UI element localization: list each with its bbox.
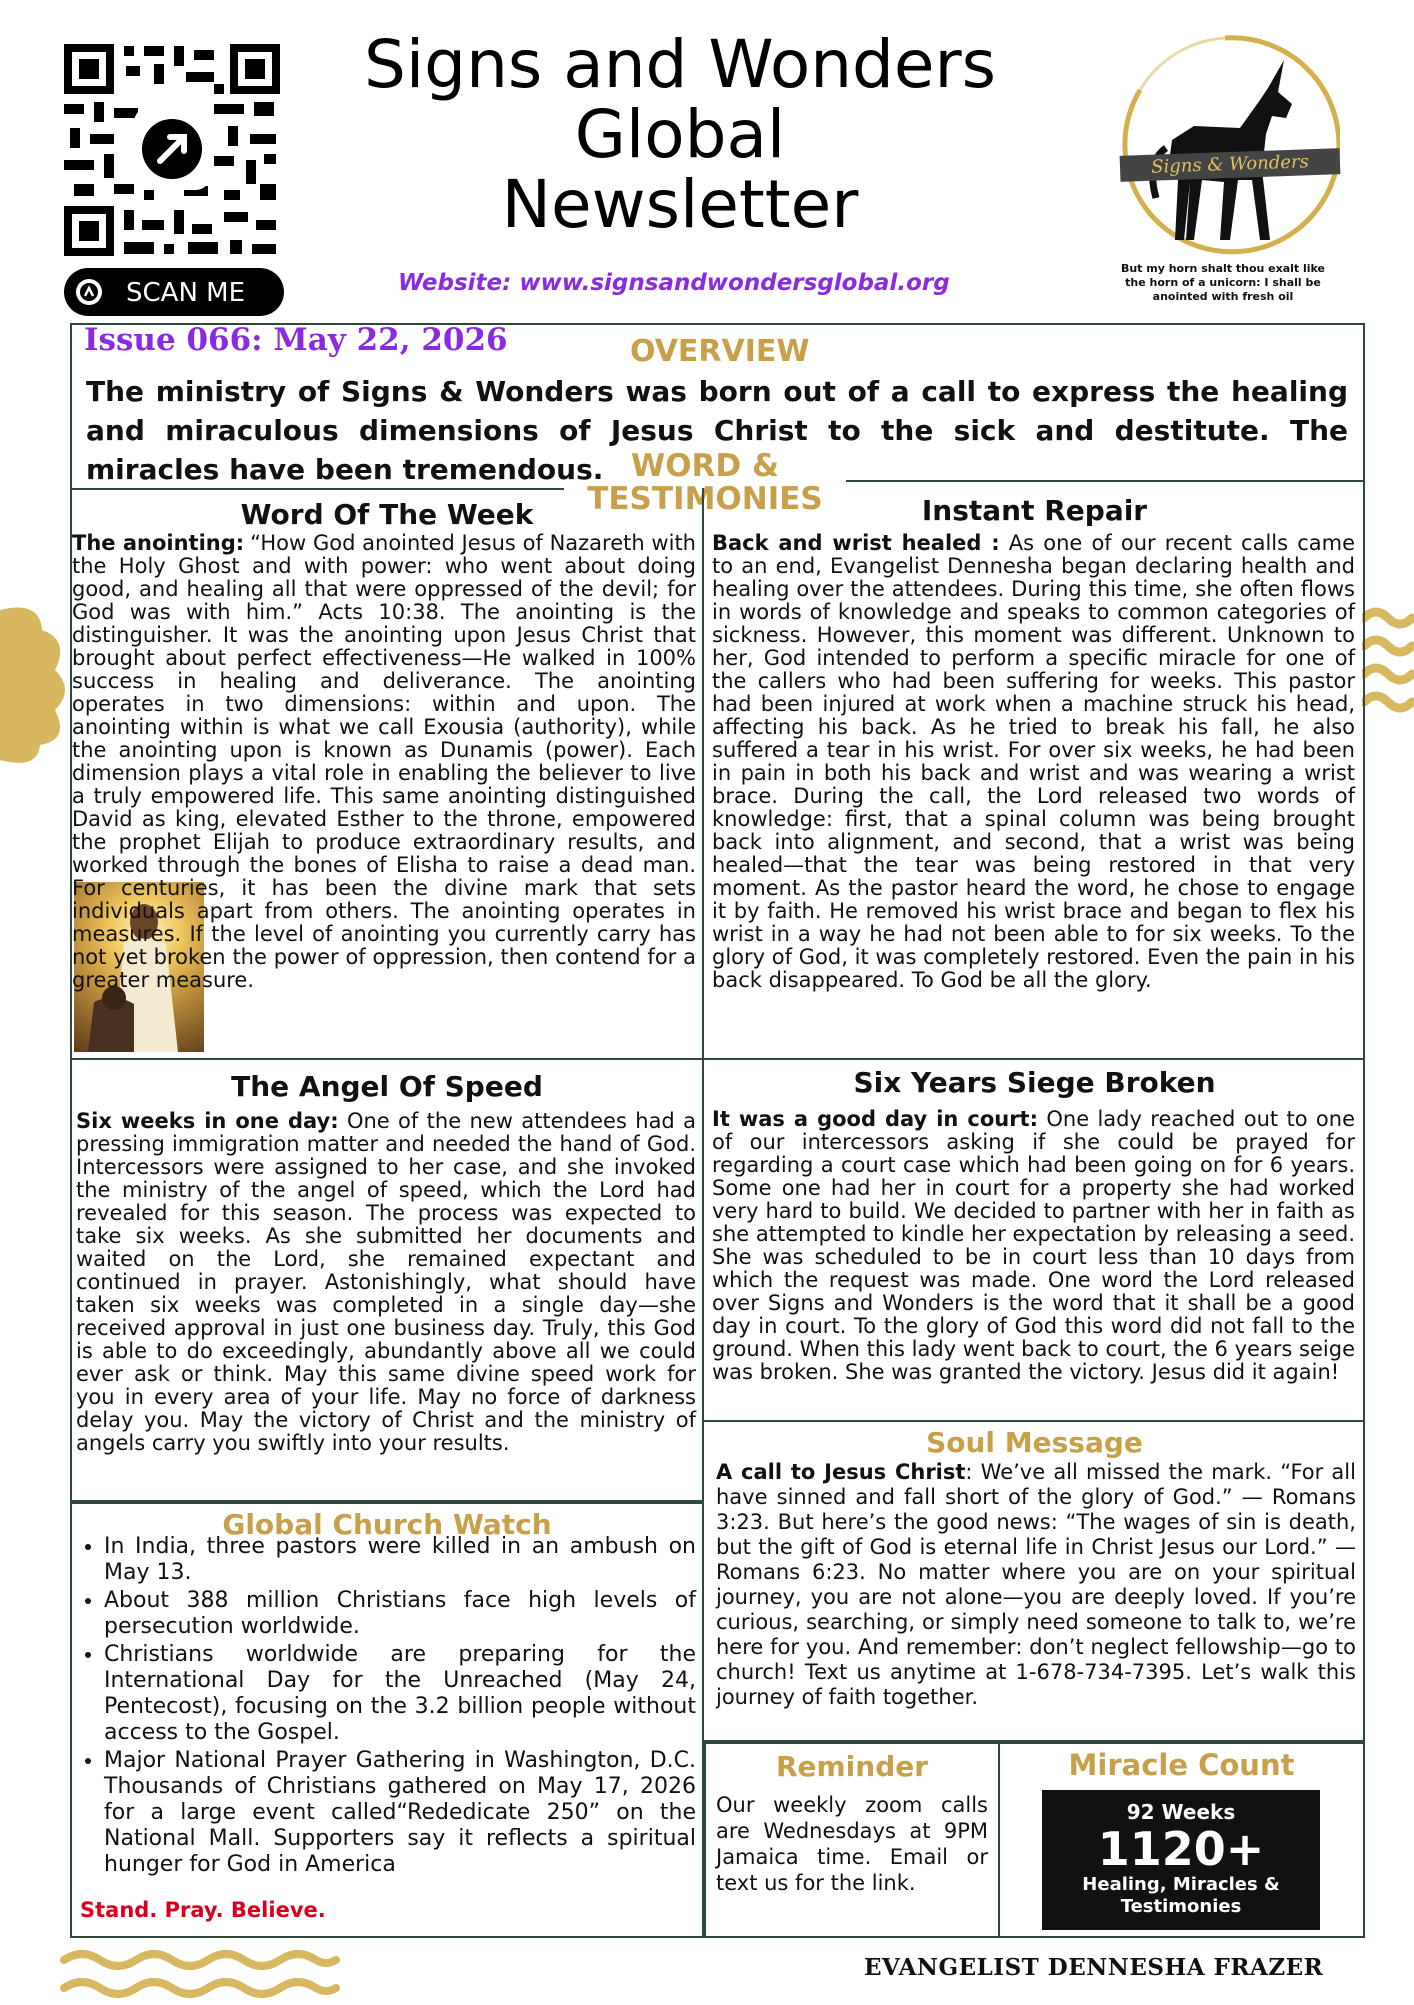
soul-message-lead: A call to Jesus Christ [716,1460,966,1484]
six-years-body: One lady reached out to one of our intercessors asking if she could be prayed for regarding a court case which had been going on for 6 years. Some one had her in court for a property she had worked very hard to build. We decided to partner with her in faith as she attempted to kindle her expectation by releasing a seed. She was scheduled to be in court less than 10 days from which the request was made. One word the Lord released over Signs and Wonders is the word that it shall be a good day in court. To the glory of God this word did not fall to the ground. When this lady went back to court, the 6 years seige was broken. She was granted the victory. Jesus did it again! [712,1107,1355,1384]
angel-of-speed-lead: Six weeks in one day: [76,1109,339,1133]
unicorn-logo [1110,30,1340,260]
six-years-title: Six Years Siege Broken [853,1066,1216,1099]
scan-me-badge[interactable] [64,268,284,316]
miracle-caption: Healing, Miracles & Testimonies [1082,1874,1280,1917]
soul-message-text [716,1460,1356,1710]
word-of-week-body: “How God anointed Jesus of Nazareth with the Holy Ghost and with power: who went about doing good, and healing all that were oppressed of the devil; for God was with him.” Acts 10:38. The anointing is the distinguisher. It was the anointing upon Jesus Christ that brought about perfect effectiveness—He walked in 100% success in healing and deliverance. The anointing operates in two dimensions: within and upon. The anointing within is what we call Exousia (authority), while the anointing upon is known as Dunamis (power). Each dimension plays a vital role in enabling the believer to live a truly empowered life. This same anointing distinguished David as king, elevated Esther to the throne, empowered the prophet Elijah to produce extraordinary results, and worked through the bones of Elisha to raise a dead man. For centuries, it has been the divine mark that sets individuals apart from others. The anointing operates in measures. If the level of anointing you currently carry has not yet broken the power of oppression, then contend for a greater measure. [72,531,696,992]
word-of-week-text [72,532,696,992]
newsletter-title [330,26,1030,243]
instant-repair-text [712,532,1355,992]
title-line-3: Newsletter [501,166,859,243]
issue-date: Issue 066: May 22, 2026 [84,322,508,358]
share-icon [76,279,102,305]
word-testimonies-line-1: WORD & [631,448,779,484]
miracle-weeks: 92 Weeks [1126,1800,1236,1824]
instant-repair-title: Instant Repair [921,494,1148,527]
overview-text: The ministry of Signs & Wonders was born out of a call to express the healing and miraculous dimensions of Jesus Christ to the sick and destitute. The miracles have been tremendous. [86,375,1348,486]
tagline: Stand. Pray. Believe. [80,1898,326,1922]
word-testimonies-line-2: TESTIMONIES [587,481,823,517]
qr-code[interactable] [64,44,280,256]
website-link[interactable]: Website: www.signsandwondersglobal.org [398,270,950,296]
word-of-week-lead: The anointing: [72,531,245,555]
miracle-count-box [1042,1790,1320,1930]
global-church-watch-title: Global Church Watch [222,1508,552,1541]
author-name: EVANGELIST DENNESHA FRAZER [864,1954,1324,1981]
list-item: • Major National Prayer Gathering in Washington, D.C. Thousands of Christians gathered on May 17, 2026 for a large event called“Rededicate 250” on the National Mall. Supporters say it reflects a spiritual hunger for God in America [104,1748,696,1878]
logo-banner-text: Signs & Wonders [1150,151,1310,178]
overview-heading: OVERVIEW [630,334,810,369]
scan-me-label: SCAN ME [126,278,246,308]
list-item: • Christians worldwide are preparing for the International Day for the Unreached (May 24, Pentecost), focusing on the 3.2 billion people without access to the Gospel. [104,1642,696,1746]
angel-of-speed-text [76,1110,696,1455]
gold-waves-bottom-decoration [60,1944,340,2000]
miracle-count-title: Miracle Count [1068,1748,1295,1782]
instant-repair-body: As one of our recent calls came to an end, Evangelist Dennesha began declaring health and healing over the attendees. During this time, she often flows in words of knowledge and speaks to common categories of sickness. However, this moment was different. Unknown to her, God intended to perform a specific miracle for one of the callers who had been suffering for weeks. This pastor had been injured at work when a machine struck his head, affecting his back. As he tried to break his fall, he also suffered a tear in his wrist. For over six weeks, he had been in pain in both his back and wrist and was wearing a wrist brace. During the call, the Lord released two words of knowledge: first, that a spinal column was being brought back into alignment, and second, that a wrist was being healed—that the tear was being restored in that very moment. As the pastor heard the word, he chose to engage it by faith. He removed his wrist brace and began to flex his wrist in a way he had not been able to for six weeks. To the glory of God, it was completely restored. Even the pain in his back disappeared. To God be all the glory. [712,531,1356,992]
instant-repair-lead: Back and wrist healed : [712,531,1000,555]
angel-of-speed-body: One of the new attendees had a pressing immigration matter and needed the hand of God. Intercessors were assigned to her case, and she invoked the ministry of the angel of speed, which the Lord had revealed for this season. The process was expected to take six weeks. As she submitted her documents and waited on the Lord, she remained expectant and continued in prayer. Astonishingly, what should have taken six weeks was completed in a single day—she received approval in just one business day. Truly, this God is able to do exceedingly, abundantly above all we could ever ask or think. May this same divine speed work for you in every area of your life. May no force of darkness delay you. May the victory of Christ and the ministry of angels carry you swiftly into your results. [76,1109,696,1455]
six-years-lead: It was a good day in court: [712,1107,1038,1131]
six-years-text [712,1108,1355,1384]
logo-caption: But my horn shalt thou exalt like the horn of a unicorn: I shall be anointed with fresh oil [1120,262,1326,303]
global-church-watch-list [72,1534,696,1880]
angel-of-speed-title: The Angel Of Speed [231,1070,543,1103]
soul-message-title: Soul Message [926,1426,1143,1459]
title-line-2: Global [574,96,786,173]
gold-flower-decoration [0,600,70,770]
reminder-title: Reminder [775,1750,929,1783]
soul-message-body: : We’ve all missed the mark. “For all have sinned and fall short of the glory of God.” — Romans 3:23. But here’s the good news: “The wages of sin is death, but the gift of God is eternal life in Christ Jesus our Lord.” — Romans 6:23. No matter where you are on your spiritual journey, you are not alone—you are deeply loved. If you’re curious, searching, or simply need someone to talk to, we’re here for you. And remember: don’t neglect fellowship—go to church! Text us anytime at 1-678-734-7395. Let’s walk this journey of faith together. [716,1460,1356,1709]
list-item: • In India, three pastors were killed in an ambush on May 13. [104,1534,696,1586]
gcw-top-rule [70,1502,704,1504]
word-of-week-title: Word Of The Week [240,498,534,531]
title-line-1: Signs and Wonders [363,26,997,103]
gold-waves-decoration [1362,600,1414,720]
reminder-text: Our weekly zoom calls are Wednesdays at 9PM Jamaica time. Email or text us for the link. [716,1793,988,1895]
miracle-number: 1120+ [1097,1822,1265,1876]
list-item: • About 388 million Christians face high levels of persecution worldwide. [104,1588,696,1640]
